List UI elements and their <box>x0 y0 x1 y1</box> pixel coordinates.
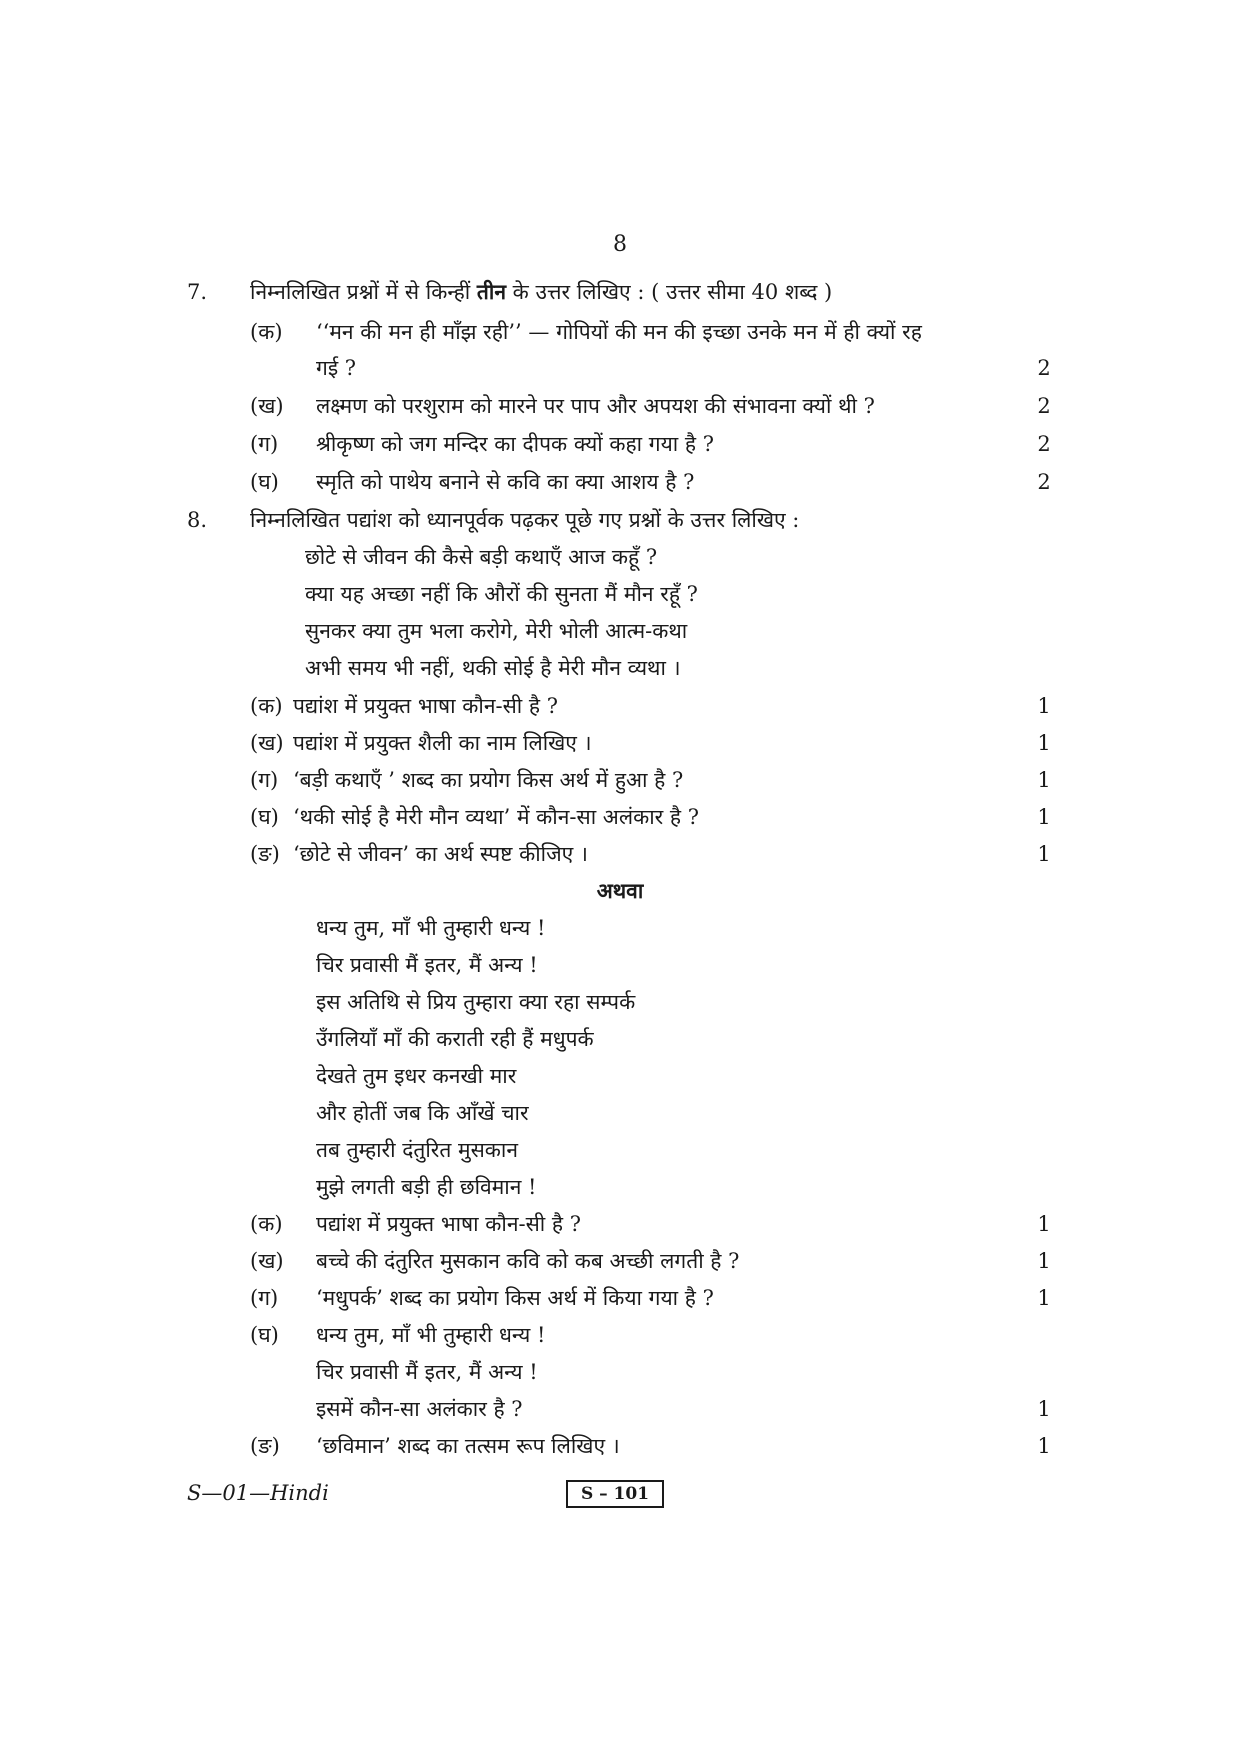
q7-number: 7. <box>187 280 208 304</box>
poem-line-text: चिर प्रवासी मैं इतर, मैं अन्य ! <box>316 953 538 977</box>
poem-line-text: छोटे से जीवन की कैसे बड़ी कथाएँ आज कहूँ ? <box>305 545 658 569</box>
item-marks: 1 <box>1037 1212 1051 1236</box>
q8-question <box>0 799 1240 835</box>
footer-series-box: S – 101 <box>566 1480 664 1508</box>
poem-line-text: सुनकर क्या तुम भला करोगे, मेरी भोली आत्म-कथा <box>305 619 688 643</box>
poem-line-text: देखते तुम इधर कनखी मार <box>316 1064 517 1088</box>
item-text: चिर प्रवासी मैं इतर, मैं अन्य ! <box>316 1360 538 1384</box>
item-text: श्रीकृष्ण को जग मन्दिर का दीपक क्यों कहा गया है ? <box>316 432 714 456</box>
item-label: (ग) <box>250 432 279 456</box>
poem1-line <box>0 576 1240 612</box>
item-marks: 1 <box>1037 1397 1051 1421</box>
item-marks: 2 <box>1037 432 1051 456</box>
item-text: स्मृति को पाथेय बनाने से कवि का क्या आशय है ? <box>316 470 695 494</box>
or-heading-row <box>0 873 1240 909</box>
item-marks: 1 <box>1037 731 1051 755</box>
or-heading: अथवा <box>596 878 644 903</box>
q8-question <box>0 725 1240 761</box>
q8-prompt-row <box>0 502 1240 538</box>
q7-prompt-bold: तीन <box>476 279 506 304</box>
item-text: ‘‘मन की मन ही माँझ रही’’ — गोपियों की मन की इच्छा उनके मन में ही क्यों रह <box>316 320 922 344</box>
poem2-line <box>0 910 1240 946</box>
q8-alt-question <box>0 1206 1240 1242</box>
item-marks: 1 <box>1037 694 1051 718</box>
item-label: (ङ) <box>250 842 280 866</box>
item-text: धन्य तुम, माँ भी तुम्हारी धन्य ! <box>316 1323 546 1347</box>
item-marks: 1 <box>1037 1249 1051 1273</box>
poem-line-text: अभी समय भी नहीं, थकी सोई है मेरी मौन व्यथा । <box>305 656 681 680</box>
poem2-line <box>0 1058 1240 1094</box>
item-label: (ख) <box>250 731 284 755</box>
poem1-line <box>0 613 1240 649</box>
item-label: (क) <box>250 1212 283 1236</box>
item-label: (ग) <box>250 1286 279 1310</box>
item-marks: 2 <box>1037 356 1051 380</box>
item-label: (ख) <box>250 394 284 418</box>
item-label: (घ) <box>250 1323 279 1347</box>
poem1-line <box>0 650 1240 686</box>
item-marks: 1 <box>1037 1434 1051 1458</box>
item-text-cont: गई ? <box>316 356 357 380</box>
item-marks: 1 <box>1037 805 1051 829</box>
item-text: लक्ष्मण को परशुराम को मारने पर पाप और अपयश की संभावना क्यों थी ? <box>316 394 875 418</box>
item-text: पद्यांश में प्रयुक्त भाषा कौन-सी है ? <box>293 694 558 718</box>
item-marks: 1 <box>1037 842 1051 866</box>
q8-alt-question <box>0 1243 1240 1279</box>
item-text: पद्यांश में प्रयुक्त भाषा कौन-सी है ? <box>316 1212 581 1236</box>
poem-line-text: और होतीं जब कि आँखें चार <box>316 1101 529 1125</box>
q7-item-kha <box>0 388 1240 424</box>
poem-line-text: क्या यह अच्छा नहीं कि औरों की सुनता मैं मौन रहूँ ? <box>305 582 698 606</box>
item-label: (ख) <box>250 1249 284 1273</box>
q7-item-gha <box>0 464 1240 500</box>
poem-line-text: उँगलियाँ माँ की कराती रही हैं मधुपर्क <box>316 1027 594 1051</box>
item-text: ‘छविमान’ शब्द का तत्सम रूप लिखिए । <box>316 1434 620 1458</box>
footer-paper-code: S—01—Hindi <box>187 1481 329 1505</box>
poem2-line <box>0 1132 1240 1168</box>
item-text: ‘बड़ी कथाएँ ’ शब्द का प्रयोग किस अर्थ में हुआ है ? <box>293 768 684 792</box>
q7-item-ka <box>0 314 1240 350</box>
item-marks: 2 <box>1037 470 1051 494</box>
q7-prompt <box>250 274 832 310</box>
item-text: ‘छोटे से जीवन’ का अर्थ स्पष्ट कीजिए । <box>293 842 588 866</box>
poem2-line <box>0 947 1240 983</box>
q8-alt-question <box>0 1428 1240 1464</box>
q7-item-ga <box>0 426 1240 462</box>
q8-alt-question-cont <box>0 1391 1240 1427</box>
poem2-line <box>0 1095 1240 1131</box>
item-marks: 1 <box>1037 768 1051 792</box>
item-text: ‘मधुपर्क’ शब्द का प्रयोग किस अर्थ में किया गया है ? <box>316 1286 714 1310</box>
item-marks: 1 <box>1037 1286 1051 1310</box>
item-text: ‘थकी सोई है मेरी मौन व्यथा’ में कौन-सा अलंकार है ? <box>293 805 700 829</box>
poem2-line <box>0 1021 1240 1057</box>
q7-item-ka-cont <box>0 350 1240 386</box>
poem-line-text: धन्य तुम, माँ भी तुम्हारी धन्य ! <box>316 916 546 940</box>
item-label: (ग) <box>250 768 279 792</box>
q8-question <box>0 688 1240 724</box>
q7-prompt-pre: निम्नलिखित प्रश्नों में से किन्हीं <box>250 280 471 304</box>
q8-alt-question <box>0 1280 1240 1316</box>
q7-prompt-row <box>0 274 1240 310</box>
poem-line-text: तब तुम्हारी दंतुरित मुसकान <box>316 1138 519 1162</box>
poem2-line <box>0 1169 1240 1205</box>
q8-alt-question-cont <box>0 1354 1240 1390</box>
q8-number: 8. <box>187 508 208 532</box>
item-label: (क) <box>250 694 283 718</box>
page-number: 8 <box>613 232 627 257</box>
item-marks: 2 <box>1037 394 1051 418</box>
poem-line-text: मुझे लगती बड़ी ही छविमान ! <box>316 1175 537 1199</box>
poem-line-text: इस अतिथि से प्रिय तुम्हारा क्या रहा सम्पर्क <box>316 990 636 1014</box>
poem2-line <box>0 984 1240 1020</box>
poem1-line <box>0 539 1240 575</box>
q8-question <box>0 762 1240 798</box>
item-text: इसमें कौन-सा अलंकार है ? <box>316 1397 523 1421</box>
item-label: (घ) <box>250 805 279 829</box>
item-label: (घ) <box>250 470 279 494</box>
item-text: पद्यांश में प्रयुक्त शैली का नाम लिखिए । <box>293 731 592 755</box>
item-label: (क) <box>250 320 283 344</box>
item-label: (ङ) <box>250 1434 280 1458</box>
q8-prompt: निम्नलिखित पद्यांश को ध्यानपूर्वक पढ़कर पूछे गए प्रश्नों के उत्तर लिखिए : <box>250 508 800 532</box>
q8-question <box>0 836 1240 872</box>
item-text: बच्चे की दंतुरित मुसकान कवि को कब अच्छी लगती है ? <box>316 1249 740 1273</box>
q7-prompt-post: के उत्तर लिखिए : ( उत्तर सीमा 40 शब्द ) <box>512 280 833 304</box>
q8-alt-question <box>0 1317 1240 1353</box>
